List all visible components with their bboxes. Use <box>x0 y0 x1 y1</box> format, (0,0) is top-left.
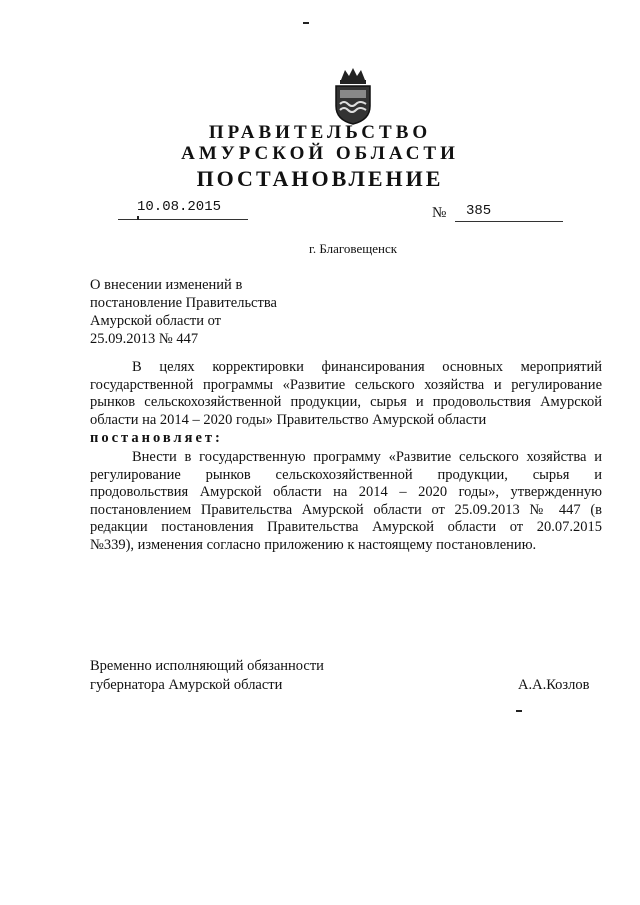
scan-speck <box>137 216 139 220</box>
preamble-line: государственной программы «Развитие сельского хозяйства и регулирование <box>90 376 602 393</box>
subject-line: постановление Правительства <box>90 295 277 311</box>
body-line: постановлением Правительства Амурской области от 25.09.2013 № 447 (в <box>90 501 602 518</box>
preamble-line: В целях корректировки финансирования основных мероприятий <box>132 359 602 375</box>
scan-speck <box>516 710 522 712</box>
body-line: Внести в государственную программу «Развитие сельского хозяйства и <box>132 449 602 465</box>
document-type: ПОСТАНОВЛЕНИЕ <box>196 166 444 191</box>
number-sign: № <box>432 205 447 221</box>
preamble-line: рынков сельскохозяйственной продукции, сырья и продовольствия Амурской <box>90 394 602 410</box>
preamble-line: области на 2014 – 2020 годы» Правительство Амурской области <box>90 411 487 428</box>
subject-line: О внесении изменений в <box>90 277 243 293</box>
issuing-city: г. Благовещенск <box>308 241 398 256</box>
resolves-heading: постановляет: <box>90 430 223 446</box>
document-date: 10.08.2015 <box>137 199 222 215</box>
signatory-title-line: Временно исполняющий обязанности <box>90 658 324 674</box>
signatory-title <box>90 657 324 695</box>
organization-region: АМУРСКОЙ ОБЛАСТИ <box>181 143 459 164</box>
subject-line: Амурской области от <box>90 313 222 329</box>
subject-line: 25.09.2013 № 447 <box>90 331 199 347</box>
coat-of-arms-icon <box>331 66 375 126</box>
signatory-title-line: губернатора Амурской области <box>90 677 283 693</box>
body-line: редакции постановления Правительства Амурской области от 20.07.2015 <box>90 519 602 535</box>
body-paragraph <box>90 449 602 554</box>
document-number: 385 <box>466 203 492 219</box>
scan-speck <box>303 22 309 24</box>
body-line: №339), изменения согласно приложению к настоящему постановлению. <box>90 536 537 553</box>
body-line: регулирование рынков сельскохозяйственной продукции, сырья и <box>90 466 602 483</box>
organization-name: ПРАВИТЕЛЬСТВО <box>208 122 432 143</box>
number-underline <box>455 221 563 222</box>
signatory-name: А.А.Козлов <box>518 677 590 693</box>
body-line: продовольствия Амурской области на 2014 – 2020 годы», утвержденную <box>90 484 602 500</box>
document-subject <box>90 276 330 348</box>
preamble-paragraph <box>90 359 602 429</box>
